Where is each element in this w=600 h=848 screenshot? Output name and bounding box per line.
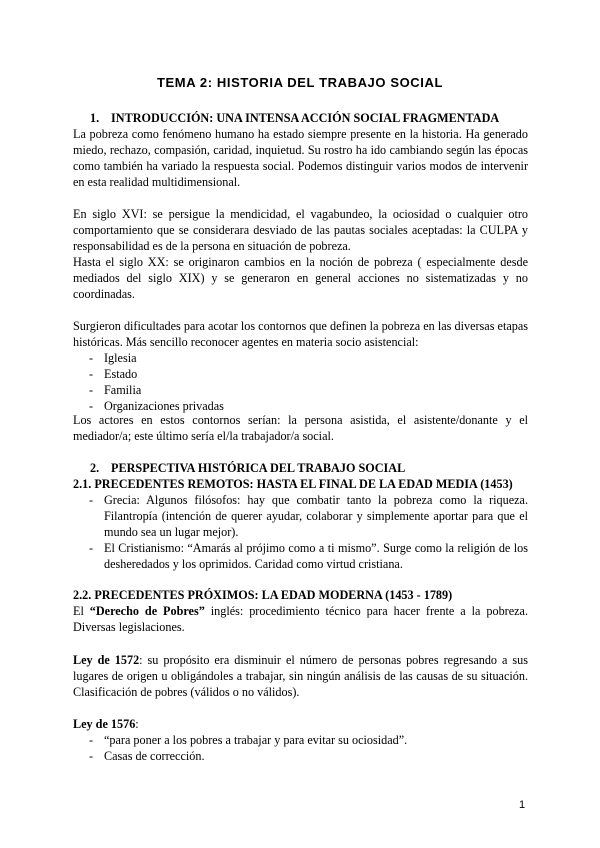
page-number: 1 [519, 799, 526, 811]
derecho-pobres-term: “Derecho de Pobres” [89, 604, 205, 618]
remote-precedents-list-wrap [73, 492, 528, 572]
ley-1576-list [73, 732, 528, 764]
siglo-xx-paragraph: Hasta el siglo XX: se originaron cambios en la noción de pobreza ( especialmente desde mediados del siglo XIX) y se generaron en general acciones no sistematizadas y no coordinadas. [73, 255, 528, 301]
list-item: - Familia [73, 382, 528, 398]
subsection-2-1-heading: 2.1. PRECEDENTES REMOTOS: HASTA EL FINAL DE LA EDAD MEDIA (1453) [73, 477, 513, 491]
dificultades-paragraph: Surgieron dificultades para acotar los contornos que definen la pobreza en las diversas etapas históricas. Más sencillo reconocer agentes en materia socio asistencial: [73, 319, 528, 349]
section-1-number: 1. [90, 111, 100, 125]
ley-1576-term: Ley de 1576 [73, 717, 136, 731]
ley-1572-text: : su propósito era disminuir el número de personas pobres regresando a sus lugares de origen u obligándoles a trabajar, sin ningún análisis de las causas de su situación. Clasificación de pobres (válidos o no válidos). [73, 653, 528, 699]
ley-1576-list-wrap [73, 732, 528, 764]
list-item: - Iglesia [73, 350, 528, 366]
ley-1572-paragraph [73, 652, 528, 700]
agents-list [73, 350, 528, 414]
ley-1576-colon: : [135, 717, 139, 731]
list-item: - Organizaciones privadas [73, 398, 528, 414]
list-item: - Casas de corrección. [73, 748, 528, 764]
section-2-title: PERSPECTIVA HISTÓRICA DEL TRABAJO SOCIAL [111, 461, 406, 475]
section-2-number: 2. [90, 461, 100, 475]
page-title: TEMA 2: HISTORIA DEL TRABAJO SOCIAL [156, 75, 444, 90]
list-item: - Grecia: Algunos filósofos: hay que combatir tanto la pobreza como la riqueza. Filantropía (intención de querer ayudar, colaborar y simplemente aportar para que el mundo sea un lugar mejor). [73, 492, 528, 540]
ley-1572-term: Ley de 1572 [73, 653, 140, 667]
siglo-xvi-paragraph: En siglo XVI: se persigue la mendicidad, el vagabundeo, la ociosidad o cualquier otro comportamiento que se considerara desviado de las pautas sociales aceptadas: la CULPA y responsabilidad es de la persona en situación de pobreza. [73, 207, 528, 253]
section-1-title: INTRODUCCIÓN: UNA INTENSA ACCIÓN SOCIAL FRAGMENTADA [111, 111, 500, 125]
intro-paragraph: La pobreza como fenómeno humano ha estado siempre presente en la historia. Ha generado miedo, rechazo, compasión, caridad, inquietud. Su rostro ha ido cambiando según las épocas como también ha variado la respuesta social. Podemos distinguir varios modos de intervenir en esta realidad multidimensional. [73, 127, 528, 189]
section-2-heading [90, 460, 530, 476]
derecho-post: inglés: procedimiento técnico para hacer frente a la pobreza. Diversas legislaciones. [73, 604, 528, 634]
derecho-pobres-paragraph [73, 603, 528, 635]
list-item: - “para poner a los pobres a trabajar y para evitar su ociosidad”. [73, 732, 528, 748]
list-item: - El Cristianismo: “Amarás al prójimo como a ti mismo”. Surge como la religión de los desheredados y los oprimidos. Caridad como virtud cristiana. [73, 540, 528, 572]
derecho-pre: El [73, 604, 90, 618]
remote-precedents-list [73, 492, 528, 572]
agents-list-wrap [73, 350, 528, 414]
actores-paragraph: Los actores en estos contornos serían: la persona asistida, el asistente/donante y el mediador/a; este último sería el/la trabajador/a social. [73, 413, 528, 443]
list-item: - Estado [73, 366, 528, 382]
section-1-heading [90, 110, 530, 126]
ley-1576-heading [73, 716, 528, 732]
subsection-2-2-heading: 2.2. PRECEDENTES PRÓXIMOS: LA EDAD MODERNA (1453 - 1789) [73, 588, 453, 602]
